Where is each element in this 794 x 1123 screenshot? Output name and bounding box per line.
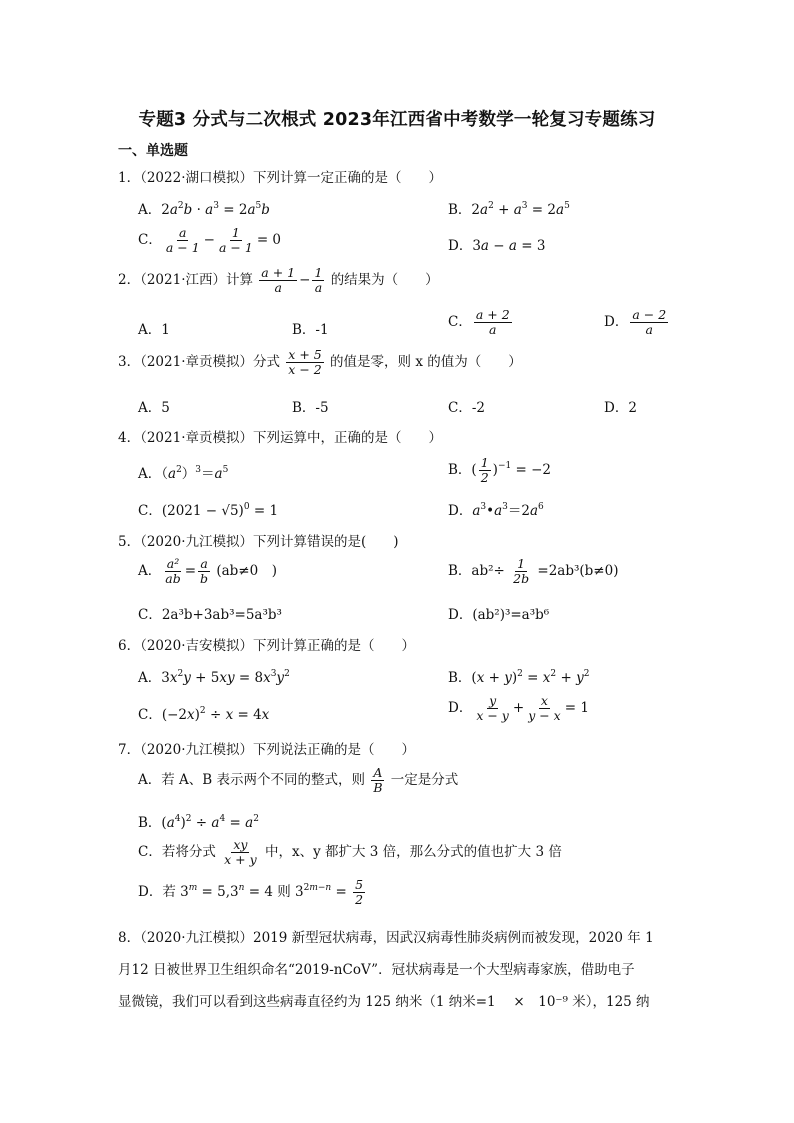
question-1-stem: 1．（2022·湖口模拟）下列计算一定正确的是（ ） xyxy=(118,170,442,186)
question-6-option-a[interactable]: A．$3x^2y + 5xy = 8x^3y^2$ xyxy=(138,669,290,686)
question-1-option-a[interactable]: A．$2a^2b \cdot a^3 = 2a^5b$ xyxy=(138,201,270,218)
question-2-stem: 2．（2021·江西）计算 $\frac{a + 1}{a}$ − $\frac{1}{a}$ 的结果为（ ） xyxy=(118,265,439,295)
question-7-option-d[interactable]: D．若 $3^m = 5,3^n = 4$ 则 $3^{2m-n}$ = $\frac{5}{2}$ xyxy=(138,877,364,907)
question-7-option-a[interactable]: A．若 A、B 表示两个不同的整式，则 $\frac{A}{B}$ 一定是分式 xyxy=(138,765,459,795)
page-title: 专题3 分式与二次根式 2023年江西省中考数学一轮复习专题练习 xyxy=(138,110,656,130)
question-7-option-b[interactable]: B．$(a^4)^2 \div a^4 = a^2$ xyxy=(138,814,259,831)
question-2-option-c[interactable]: C． $\frac{a + 2}{a}$ xyxy=(448,307,510,337)
question-6-stem: 6．（2020·吉安模拟）下列计算正确的是（ ） xyxy=(118,638,415,654)
question-1-option-d[interactable]: D．3a − a = 3 xyxy=(448,238,546,254)
question-3-option-d[interactable]: D．2 xyxy=(604,400,637,416)
question-3-option-b[interactable]: B．-5 xyxy=(292,400,329,416)
question-2-option-b[interactable]: B．-1 xyxy=(292,322,329,338)
question-7-stem: 7．（2020·九江模拟）下列说法正确的是（ ） xyxy=(118,742,415,758)
question-5-stem: 5．（2020·九江模拟）下列计算错误的是( ) xyxy=(118,534,399,550)
question-3-stem: 3．（2021·章贡模拟）分式 $\frac{x + 5}{x - 2}$ 的值是零，则 x 的值为（ ） xyxy=(118,347,522,377)
question-7-option-c[interactable]: C．若将分式 $\frac{xy}{x + y}$ 中，x、y 都扩大 3 倍，那么分式的值也扩大 3 倍 xyxy=(138,837,562,867)
question-2-option-d[interactable]: D． $\frac{a - 2}{a}$ xyxy=(604,307,667,337)
question-5-option-d[interactable]: D．(ab²)³=a³b⁶ xyxy=(448,607,550,623)
question-6-option-c[interactable]: C．$(-2x)^2 \div x = 4x$ xyxy=(138,706,270,723)
question-8-line-2: 月12 日被世界卫生组织命名“2019-nCoV”．冠状病毒是一个大型病毒家族，借助电子 xyxy=(118,962,635,978)
section-heading: 一、单选题 xyxy=(118,143,188,159)
question-4-option-a[interactable]: A．$(a^2)^3=a^5$ xyxy=(138,465,229,482)
question-4-option-d[interactable]: D．$a^3•a^3=2a^6$ xyxy=(448,502,544,519)
question-5-option-c[interactable]: C．2a³b+3ab³=5a³b³ xyxy=(138,607,282,623)
question-1-option-b[interactable]: B．$2a^2 + a^3 = 2a^5$ xyxy=(448,201,570,218)
question-4-option-c[interactable]: C．$(2021 - √5)^0 = 1$ xyxy=(138,502,279,519)
question-5-option-b[interactable]: B．ab²÷ $\frac{1}{2b}$ =2ab³(b≠0) xyxy=(448,556,619,586)
question-3-option-a[interactable]: A．5 xyxy=(138,400,170,416)
question-6-option-d[interactable]: D． $\frac{y}{x - y}$ + $\frac{x}{y - x}$ = 1 xyxy=(448,693,589,723)
question-4-stem: 4．（2021·章贡模拟）下列运算中，正确的是（ ） xyxy=(118,430,442,446)
question-2-option-a[interactable]: A．1 xyxy=(138,322,170,338)
question-5-option-a[interactable]: A． $\frac{\text{a²}}{ab}$ = $\frac{a}{b}$ (ab≠0 ) xyxy=(138,556,277,586)
question-6-option-b[interactable]: B．$(x + y)^2 = x^2 + y^2$ xyxy=(448,669,590,686)
question-8-line-3: 显微镜，我们可以看到这些病毒直径约为 125 纳米（1 纳米=1 × 10⁻⁹ 米），125 纳 xyxy=(118,994,650,1010)
question-4-option-b[interactable]: B．( $\frac{1}{2}$ )$^{-1}$ = −2 xyxy=(448,455,552,485)
question-1-option-c[interactable]: C． $\frac{a}{a - 1}$ − $\frac{1}{a - 1}$ = 0 xyxy=(138,225,282,255)
question-8-line-1: 8．（2020·九江模拟）2019 新型冠状病毒，因武汉病毒性肺炎病例而被发现，2020 年 1 xyxy=(118,930,654,946)
question-3-option-c[interactable]: C．-2 xyxy=(448,400,485,416)
